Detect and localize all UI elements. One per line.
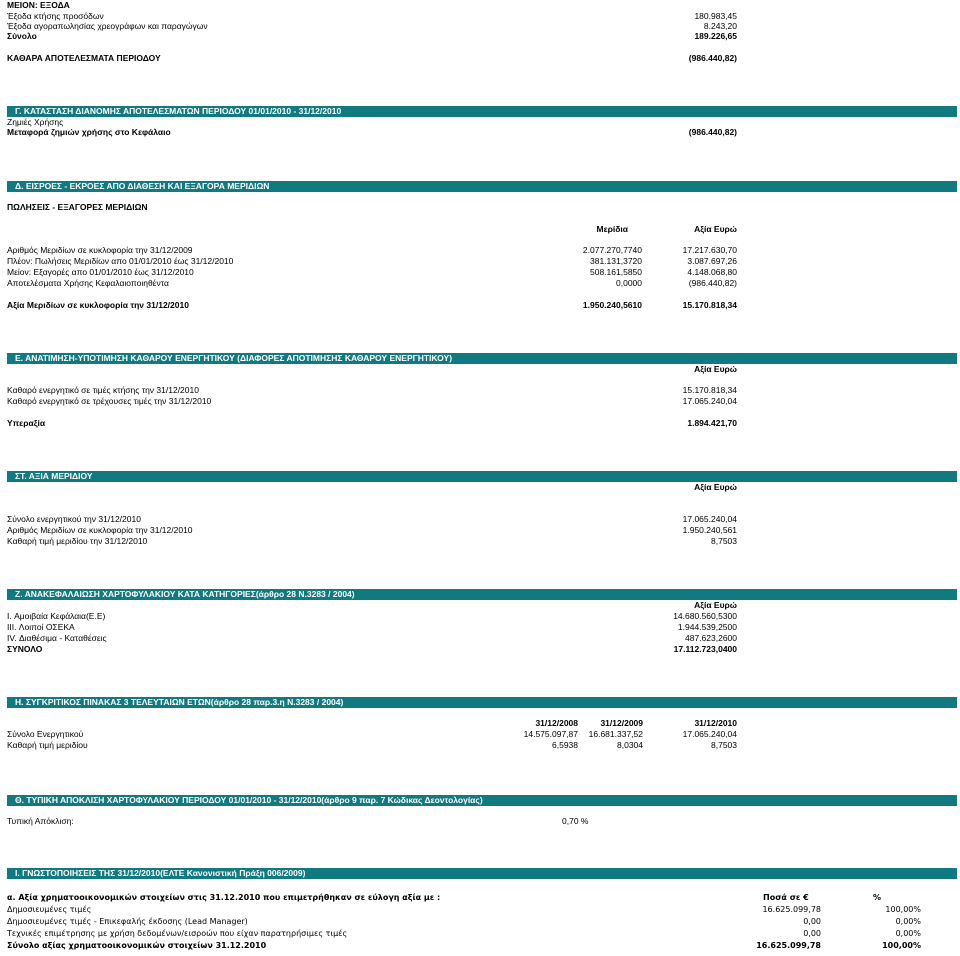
- table-row-label: III. Λοιποί ΟΣΕΚΑ: [7, 622, 75, 632]
- table-row-label: Σύνολο Ενεργητικού: [7, 729, 84, 739]
- section-d-subtitle: ΠΩΛΗΣΕΙΣ - ΕΞΑΓΟΡΕΣ ΜΕΡΙΔΙΩΝ: [7, 202, 148, 212]
- table-row-value: (986.440,82): [688, 278, 737, 288]
- table-row-label: IV. Διαθέσιμα - Καταθέσεις: [7, 633, 107, 643]
- section-d-title: Δ. ΕΙΣΡΟΕΣ - ΕΚΡΟΕΣ ΑΠΟ ΔΙΑΘΕΣΗ ΚΑΙ ΕΞΑΓΟΡΑ ΜΕΡΙΔΙΩΝ: [15, 181, 270, 191]
- table-row-value: 14.680.560,5300: [673, 611, 737, 621]
- col-header-2010: 31/12/2010: [694, 718, 737, 728]
- table-row-label: Σύνολο ενεργητικού την 31/12/2010: [7, 514, 141, 524]
- table-row-value: 1.950.240,561: [682, 525, 737, 535]
- section-d-total-value: 15.170.818,34: [682, 300, 737, 310]
- expense-row-value: 180.983,45: [694, 11, 737, 21]
- table-row-label: Δημοσιευμένες τιμές - Επικεφαλής έκδοσης (Lead Manager): [7, 917, 248, 926]
- col-header-pct: %: [873, 893, 882, 902]
- table-cell: 16.681.337,52: [588, 729, 643, 739]
- table-row-value: 17.065.240,04: [682, 514, 737, 524]
- net-results-label: ΚΑΘΑΡΑ ΑΠΟΤΕΛΕΣΜΑΤΑ ΠΕΡΙΟΔΟΥ: [7, 53, 161, 63]
- col-header-2009: 31/12/2009: [600, 718, 643, 728]
- section-th-title: Θ. ΤΥΠΙΚΗ ΑΠΟΚΛΙΣΗ ΧΑΡΤΟΦΥΛΑΚΙΟΥ ΠΕΡΙΟΔΟΥ 01/01/2010 - 31/12/2010(άρθρο 9 παρ. 7 Κώδικας Δεοντολογίας): [15, 795, 483, 805]
- section-e-total-label: Υπεραξία: [7, 418, 46, 428]
- table-row-label: Αριθμός Μεριδίων σε κυκλοφορία την 31/12/2009: [7, 245, 193, 255]
- section-i-total-pct: 100,00%: [882, 941, 921, 950]
- std-dev-label: Τυπική Απόκλιση:: [7, 816, 74, 826]
- expenses-title: ΜΕΙΟΝ: ΕΞΟΔΑ: [7, 0, 70, 10]
- section-i-total-label: Σύνολο αξίας χρηματοοικονομικών στοιχείων 31.12.2010: [7, 941, 267, 950]
- table-cell: 8,0304: [617, 740, 643, 750]
- table-row-value: 17.065.240,04: [682, 396, 737, 406]
- col-header-units: Μερίδια: [596, 224, 628, 234]
- section-g-bar: [7, 106, 957, 117]
- table-row-value: 8,7503: [711, 536, 737, 546]
- section-i-total-amount: 16.625.099,78: [756, 941, 821, 950]
- net-results-value: (986.440,82): [688, 53, 737, 63]
- table-row-value: 4.148.068,80: [687, 267, 737, 277]
- section-d-total-units: 1.950.240,5610: [582, 300, 642, 310]
- col-header-value: Αξία Ευρώ: [694, 482, 737, 492]
- table-row-value: 1.944.539,2500: [677, 622, 737, 632]
- table-row-amount: 16.625.099,78: [762, 905, 821, 914]
- section-i-bar: [7, 868, 957, 879]
- expense-row-label: Έξοδα αγοραπωλησίας χρεογράφων και παραγώγων: [7, 21, 208, 31]
- table-row-units: 0,0000: [616, 278, 642, 288]
- expense-total-value: 189.226,65: [694, 31, 737, 41]
- section-st-bar: [7, 471, 957, 482]
- section-z-total-label: ΣΥΝΟΛΟ: [7, 644, 43, 654]
- section-e-total-value: 1.894.421,70: [687, 418, 737, 428]
- section-i-title: Ι. ΓΝΩΣΤΟΠΟΙΗΣΕΙΣ ΤΗΣ 31/12/2010(ΕΛΤΕ Κανονιστική Πράξη 006/2009): [15, 868, 306, 878]
- table-row-value: 17.217.630,70: [682, 245, 737, 255]
- section-g-sub: Ζημιές Χρήσης: [7, 117, 64, 127]
- section-g-title: Γ. ΚΑΤΑΣΤΑΣΗ ΔΙΑΝΟΜΗΣ ΑΠΟΤΕΛΕΣΜΑΤΩΝ ΠΕΡΙΟΔΟΥ 01/01/2010 - 31/12/2010: [15, 106, 342, 116]
- table-row-label: Δημοσιευμένες τιμές: [7, 905, 92, 914]
- section-e-title: Ε. ΑΝΑΤΙΜΗΣΗ-ΥΠΟΤΙΜΗΣΗ ΚΑΘΑΡΟΥ ΕΝΕΡΓΗΤΙΚΟΥ (ΔΙΑΦΟΡΕΣ ΑΠΟΤΙΜΗΣΗΣ ΚΑΘΑΡΟΥ ΕΝΕΡΓΗΤΙΚΟΥ): [15, 353, 453, 363]
- table-cell: 6,5938: [552, 740, 578, 750]
- table-row-value: 15.170.818,34: [682, 385, 737, 395]
- table-row-label: I. Αμοιβαία Κεφάλαια(Ε.Ε): [7, 611, 106, 621]
- col-header-value: Αξία Ευρώ: [694, 600, 737, 610]
- std-dev-value: 0,70 %: [562, 816, 589, 826]
- table-row-label: Καθαρή τιμή μεριδίου: [7, 740, 88, 750]
- col-header-value: Αξία Ευρώ: [694, 224, 737, 234]
- table-row-label: Αποτελέσματα Χρήσης Κεφαλαιοποιηθέντα: [7, 278, 169, 288]
- table-row-label: Καθαρό ενεργητικό σε τρέχουσες τιμές την 31/12/2010: [7, 396, 212, 406]
- section-h-bar: [7, 697, 957, 708]
- col-header-2008: 31/12/2008: [535, 718, 578, 728]
- col-header-value: Αξία Ευρώ: [694, 364, 737, 374]
- table-cell: 14.575.097,87: [523, 729, 578, 739]
- section-d-total-label: Αξία Μεριδίων σε κυκλοφορία την 31/12/2010: [7, 300, 189, 310]
- expense-total-label: Σύνολο: [7, 31, 37, 41]
- table-row-pct: 100,00%: [885, 905, 921, 914]
- section-g-row-label: Μεταφορά ζημιών χρήσης στο Κεφάλαιο: [7, 127, 171, 137]
- table-row-units: 381.131,3720: [590, 256, 642, 266]
- table-row-label: Πλέον: Πωλήσεις Μεριδίων απο 01/01/2010 έως 31/12/2010: [7, 256, 234, 266]
- table-row-amount: 0,00: [803, 929, 821, 938]
- table-cell: 17.065.240,04: [682, 729, 737, 739]
- col-header-amount: Ποσά σε €: [763, 893, 809, 902]
- table-row-pct: 0,00%: [895, 929, 921, 938]
- expense-row-label: Έξοδα κτήσης προσόδων: [7, 11, 104, 21]
- table-row-label: Αριθμός Μεριδίων σε κυκλοφορία την 31/12/2010: [7, 525, 193, 535]
- section-z-title: Ζ. ΑΝΑΚΕΦΑΛΑΙΩΣΗ ΧΑΡΤΟΦΥΛΑΚΙΟΥ ΚΑΤΑ ΚΑΤΗΓΟΡΙΕΣ(άρθρο 28 Ν.3283 / 2004): [15, 589, 355, 599]
- section-st-title: ΣΤ. ΑΞΙΑ ΜΕΡΙΔΙΟΥ: [15, 471, 93, 481]
- expense-row-value: 8.243,20: [703, 21, 737, 31]
- table-cell: 8,7503: [711, 740, 737, 750]
- section-z-bar: [7, 589, 957, 600]
- table-row-pct: 0,00%: [895, 917, 921, 926]
- table-row-units: 2.077.270,7740: [582, 245, 642, 255]
- table-row-units: 508.161,5850: [590, 267, 642, 277]
- section-th-bar: [7, 795, 957, 806]
- section-h-title: Η. ΣΥΓΚΡΙΤΙΚΟΣ ΠΙΝΑΚΑΣ 3 ΤΕΛΕΥΤΑΙΩΝ ΕΤΩΝ(άρθρο 28 παρ.3.η Ν.3283 / 2004): [15, 697, 344, 707]
- table-row-value: 3.087.697,26: [687, 256, 737, 266]
- section-d-bar: [7, 181, 957, 192]
- table-row-value: 487.623,2600: [685, 633, 737, 643]
- table-row-label: Καθαρή τιμή μεριδίου την 31/12/2010: [7, 536, 148, 546]
- section-e-bar: [7, 353, 957, 364]
- table-row-label: Μείον: Εξαγορές απο 01/01/2010 έως 31/12/2010: [7, 267, 194, 277]
- table-row-label: Καθαρό ενεργητικό σε τιμές κτήσης την 31/12/2010: [7, 385, 199, 395]
- table-row-amount: 0,00: [803, 917, 821, 926]
- section-z-total-value: 17.112.723,0400: [673, 644, 737, 654]
- section-i-heading: α. Αξία χρηματοοικονομικών στοιχείων στις 31.12.2010 που επιμετρήθηκαν σε εύλογη αξία με :: [7, 893, 441, 902]
- table-row-label: Τεχνικές επιμέτρησης με χρήση δεδομένων/εισροών που είχαν παρατηρήσιμες τιμές: [7, 929, 348, 938]
- section-g-row-value: (986.440,82): [688, 127, 737, 137]
